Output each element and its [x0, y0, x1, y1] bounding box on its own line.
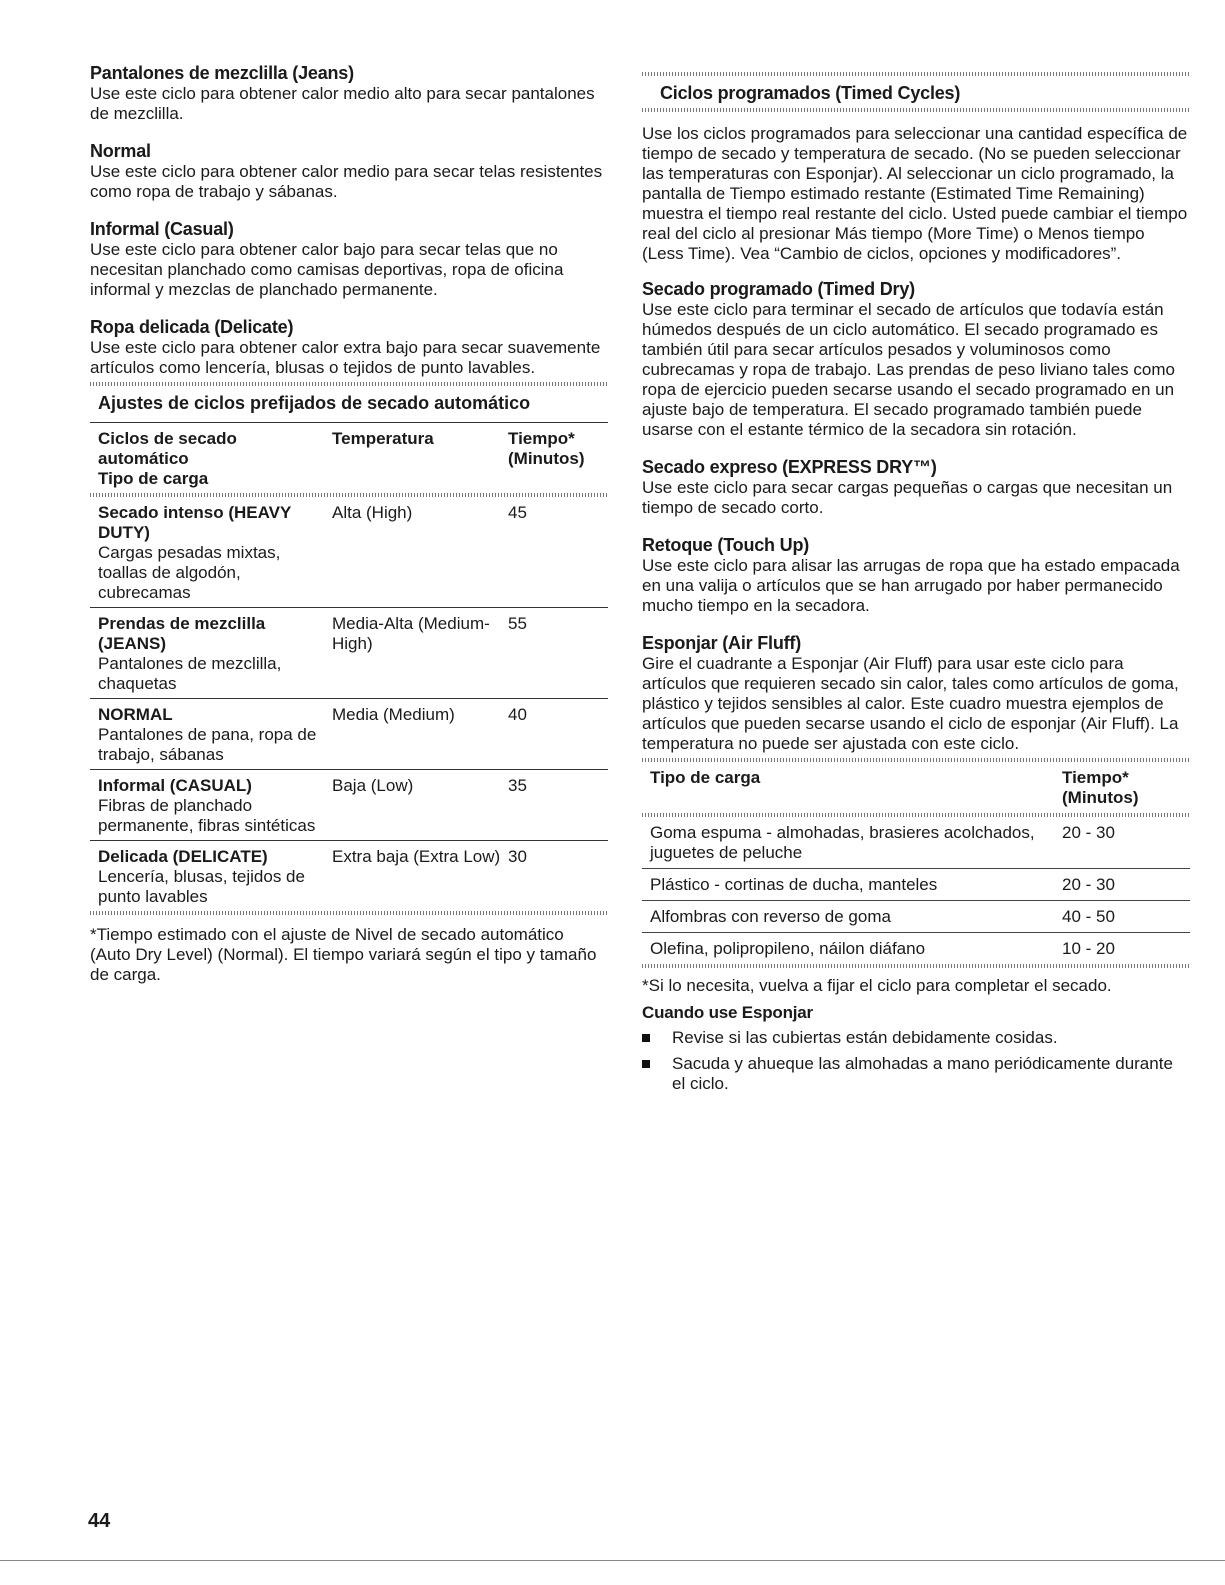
header-cycles: Ciclos de secado automático [98, 429, 237, 468]
section-body: Use este ciclo para terminar el secado de artículos que todavía están húmedos después de un ciclo automático. El secado programado es también útil para secar artículos pesados y voluminosos como cubrecamas y ropa de trabajo. Las prendas de peso liviano tales como ropa de ejercicio pueden secarse usando el secado programado en un ajuste bajo de temperatura. El secado programado también puede usarse con el estante térmico de la secadora sin rotación. [642, 300, 1175, 439]
usage-heading: Cuando use Esponjar [642, 1003, 813, 1022]
left-column [90, 62, 608, 985]
section-heading: Esponjar (Air Fluff) [642, 633, 801, 653]
timed-cycles-intro: Use los ciclos programados para seleccionar una cantidad específica de tiempo de secado y temperatura de secado. (No se pueden seleccionar las temperaturas con Esponjar). Al seleccionar un ciclo programado, la pantalla de Tiempo estimado restante (Estimated Time Remaining) muestra el tiempo real restante del ciclo. Usted puede cambiar el tiempo real del ciclo al presionar Más tiempo (More Time) o Menos tiempo (Less Time). Vea “Cambio de ciclos, opciones y modificadores”. [642, 124, 1188, 263]
header-load-type: Tipo de carga [650, 768, 761, 787]
cycle-temp: Alta (High) [332, 503, 413, 522]
header-time: Tiempo* (Minutos) [1062, 768, 1139, 807]
divider [642, 108, 1190, 112]
table-footnote: *Tiempo estimado con el ajuste de Nivel de secado automático (Auto Dry Level) (Normal). El tiempo variará según el tipo y tamaño de carga. [90, 925, 597, 984]
section-timed-dry [642, 278, 1190, 440]
section-body: Use este ciclo para obtener calor medio para secar telas resistentes como ropa de trabajo y sábanas. [90, 162, 603, 201]
cycle-temp: Media-Alta (Medium-High) [332, 614, 490, 653]
section-heading: Secado expreso (EXPRESS DRY™) [642, 457, 937, 477]
table-row [90, 841, 608, 911]
cycle-name: Informal (CASUAL) [98, 776, 252, 795]
load-time: 40 - 50 [1062, 907, 1115, 926]
cycle-name: Delicada (DELICATE) [98, 847, 268, 866]
cycle-temp: Baja (Low) [332, 776, 414, 795]
usage-list [642, 1028, 1190, 1094]
header-time: Tiempo* (Minutos) [508, 429, 585, 468]
cycle-temp: Extra baja (Extra Low) [332, 847, 501, 866]
cycle-time: 45 [508, 503, 527, 522]
cycle-desc: Cargas pesadas mixtas, toallas de algodón, cubrecamas [98, 543, 281, 602]
list-item-text: Sacuda y ahueque las almohadas a mano periódicamente durante el ciclo. [672, 1054, 1173, 1093]
list-item-text: Revise si las cubiertas están debidamente cosidas. [672, 1028, 1058, 1047]
header-temperature: Temperatura [332, 429, 434, 448]
section-normal [90, 140, 608, 202]
load-time: 20 - 30 [1062, 875, 1115, 894]
section-heading: Ropa delicada (Delicate) [90, 317, 294, 337]
section-body: Use este ciclo para obtener calor extra bajo para secar suavemente artículos como lencería, blusas o tejidos de punto lavables. [90, 338, 601, 377]
header-load-type: Tipo de carga [98, 469, 209, 488]
right-column [642, 62, 1190, 1100]
table-row [90, 770, 608, 840]
table-row [90, 699, 608, 769]
load-time: 20 - 30 [1062, 823, 1115, 842]
table-row [642, 901, 1190, 932]
table-header [90, 423, 608, 493]
bullet-icon [642, 1028, 672, 1048]
cycle-time: 30 [508, 847, 527, 866]
list-item [642, 1028, 1190, 1048]
cycle-name: Prendas de mezclilla (JEANS) [98, 614, 266, 653]
section-body: Use este ciclo para secar cargas pequeñas o cargas que necesitan un tiempo de secado corto. [642, 478, 1173, 517]
table-row [642, 817, 1190, 868]
section-body: Gire el cuadrante a Esponjar (Air Fluff) para usar este ciclo para artículos que requieren secado sin calor, tales como artículos de goma, plástico y tejidos sensibles al calor. Este cuadro muestra ejemplos de artículos que pueden secarse usando el ciclo de esponjar (Air Fluff). La temperatura no puede ser ajustada con este ciclo. [642, 654, 1179, 753]
section-heading: Secado programado (Timed Dry) [642, 279, 915, 299]
cycle-time: 40 [508, 705, 527, 724]
page-number: 44 [88, 1510, 111, 1532]
cycle-desc: Lencería, blusas, tejidos de punto lavables [98, 867, 305, 906]
cycle-temp: Media (Medium) [332, 705, 455, 724]
divider [90, 911, 608, 915]
timed-cycles-title: Ciclos programados (Timed Cycles) [660, 83, 961, 103]
cycle-desc: Pantalones de mezclilla, chaquetas [98, 654, 282, 693]
list-item [642, 1054, 1190, 1094]
table-row [90, 497, 608, 607]
cycle-time: 55 [508, 614, 527, 633]
table-row [90, 608, 608, 698]
section-body: Use este ciclo para alisar las arrugas de ropa que ha estado empacada en una valija o artículos que se han arrugado por haber permanecido mucho tiempo en la secadora. [642, 556, 1180, 615]
section-express-dry [642, 456, 1190, 518]
section-body: Use este ciclo para obtener calor bajo para secar telas que no necesitan planchado como camisas deportivas, ropa de oficina informal y mezclas de planchado permanente. [90, 240, 564, 299]
bullet-icon [642, 1054, 672, 1094]
table-title: Ajustes de ciclos prefijados de secado automático [98, 393, 531, 413]
table-row [642, 869, 1190, 900]
cycle-desc: Pantalones de pana, ropa de trabajo, sábanas [98, 725, 317, 764]
section-air-fluff [642, 632, 1190, 754]
load-type: Plástico - cortinas de ducha, manteles [650, 875, 938, 894]
table-footnote: *Si lo necesita, vuelva a fijar el ciclo para completar el secado. [642, 976, 1112, 995]
load-type: Goma espuma - almohadas, brasieres acolchados, juguetes de peluche [650, 823, 1035, 862]
section-jeans [90, 62, 608, 124]
load-type: Olefina, polipropileno, náilon diáfano [650, 939, 926, 958]
section-heading: Pantalones de mezclilla (Jeans) [90, 63, 354, 83]
load-type: Alfombras con reverso de goma [650, 907, 891, 926]
page-bottom-rule [0, 1560, 1225, 1561]
section-touch-up [642, 534, 1190, 616]
section-casual [90, 218, 608, 300]
load-time: 10 - 20 [1062, 939, 1115, 958]
section-heading: Informal (Casual) [90, 219, 234, 239]
table-header [642, 762, 1190, 813]
table-row [642, 933, 1190, 964]
section-heading: Normal [90, 141, 151, 161]
divider [90, 382, 608, 386]
divider [642, 72, 1190, 76]
cycle-name: Secado intenso (HEAVY DUTY) [98, 503, 292, 542]
cycle-time: 35 [508, 776, 527, 795]
divider [642, 964, 1190, 968]
cycle-desc: Fibras de planchado permanente, fibras sintéticas [98, 796, 316, 835]
section-body: Use este ciclo para obtener calor medio alto para secar pantalones de mezclilla. [90, 84, 595, 123]
section-delicate [90, 316, 608, 378]
cycle-name: NORMAL [98, 705, 173, 724]
section-heading: Retoque (Touch Up) [642, 535, 810, 555]
